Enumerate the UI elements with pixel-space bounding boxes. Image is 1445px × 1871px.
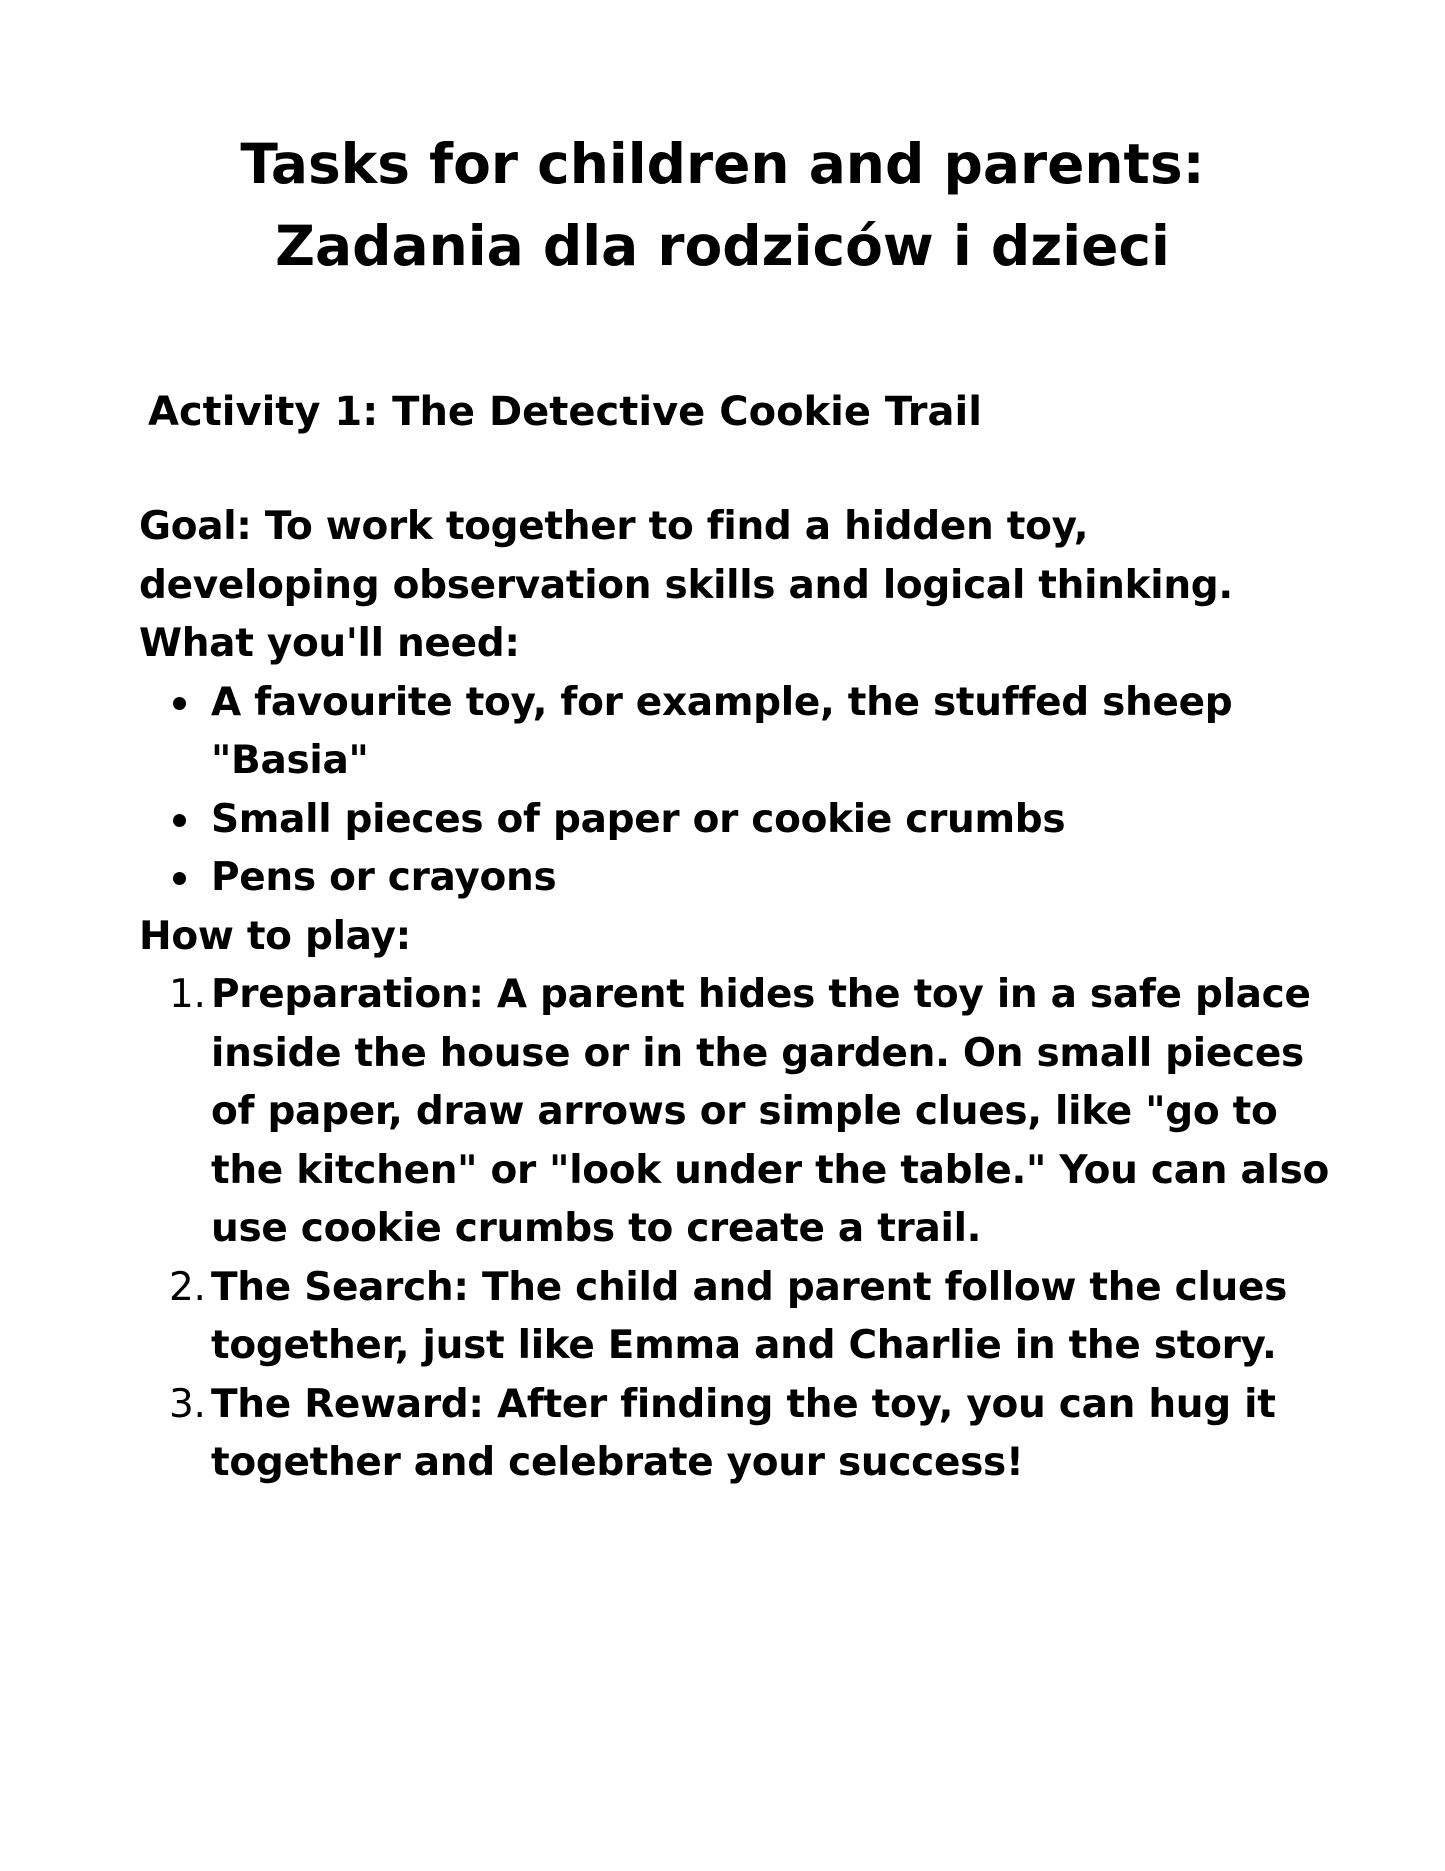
need-item-text: Pens or crayons (211, 855, 557, 900)
list-item (169, 966, 1339, 1259)
list-item (211, 791, 1339, 850)
step-text: The Search: The child and parent follow the clues together, just like Emma and Charlie in the story. (211, 1264, 1288, 1368)
need-list (139, 674, 1339, 908)
goal-text: Goal: To work together to find a hidden toy, developing observation skills and logical thinking. (139, 504, 1233, 608)
list-item (211, 849, 1339, 908)
step-text: The Reward: After finding the toy, you can hug it together and celebrate your success! (211, 1381, 1276, 1485)
bullet-icon (173, 814, 186, 827)
page-title (0, 123, 1445, 287)
step-number: 2. (169, 1264, 206, 1310)
title-line-polish: Zadania dla rodziców i dzieci (275, 214, 1170, 278)
title-line-english: Tasks for children and parents: (240, 132, 1205, 196)
list-item (169, 1376, 1339, 1493)
need-item-text: A favourite toy, for example, the stuffed sheep "Basia" (211, 679, 1233, 783)
step-text: Preparation: A parent hides the toy in a safe place inside the house or in the garden. On small pieces of paper, draw arrows or simple clues, like "go to the kitchen" or "look under the table." You can also use cookie crumbs to create a trail. (211, 972, 1329, 1251)
steps-list (139, 966, 1339, 1493)
activity-heading: Activity 1: The Detective Cookie Trail (148, 389, 982, 435)
step-number: 3. (169, 1381, 206, 1427)
list-item (211, 674, 1339, 791)
play-heading: How to play: (139, 913, 411, 959)
list-item (169, 1259, 1339, 1376)
bullet-icon (173, 872, 186, 885)
activity-body (139, 498, 1339, 1493)
need-item-text: Small pieces of paper or cookie crumbs (211, 796, 1066, 842)
step-number: 1. (169, 972, 206, 1017)
need-heading: What you'll need: (139, 621, 520, 666)
bullet-icon (173, 697, 186, 710)
